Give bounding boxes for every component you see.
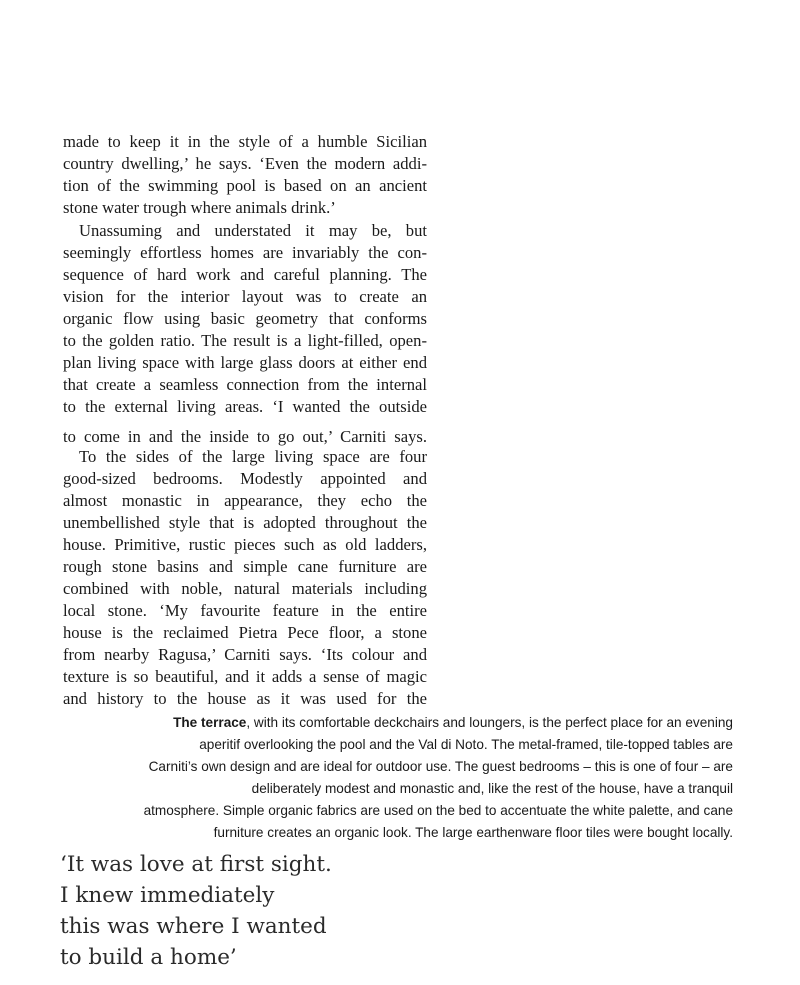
article-line: sequence of hard work and careful planning. The xyxy=(63,265,427,284)
article-line: country dwelling,’ he says. ‘Even the modern addi- xyxy=(63,154,427,173)
pull-quote-line: this was where I wanted xyxy=(60,914,327,939)
article-line: organic flow using basic geometry that conforms xyxy=(63,309,427,328)
article-line: rough stone basins and simple cane furniture are xyxy=(63,557,427,576)
pull-quote-line: I knew immediately xyxy=(60,883,275,908)
article-line: texture is so beautiful, and it adds a sense of magic xyxy=(63,667,427,686)
article-line: plan living space with large glass doors at either end xyxy=(63,353,427,372)
article-line: house. Primitive, rustic pieces such as old ladders, xyxy=(63,535,427,554)
article-line: to come in and the inside to go out,’ Carniti says. xyxy=(63,427,427,446)
caption-line: Carniti’s own design and are ideal for outdoor use. The guest bedrooms – this is one of four – are xyxy=(148,759,733,774)
article-line: that create a seamless connection from the internal xyxy=(63,375,427,394)
article-line: unembellished style that is adopted throughout the xyxy=(63,513,427,532)
pull-quote-line: ‘It was love at first sight. xyxy=(60,852,332,877)
article-line: from nearby Ragusa,’ Carniti says. ‘Its colour and xyxy=(63,645,427,664)
article-line: local stone. ‘My favourite feature in the entire xyxy=(63,601,427,620)
pull-quote-line: to build a home’ xyxy=(60,945,237,970)
article-line: seemingly effortless homes are invariably the con- xyxy=(63,243,427,262)
article-line: almost monastic in appearance, they echo the xyxy=(63,491,427,510)
caption-text: , with its comfortable deckchairs and loungers, is the perfect place for an evening xyxy=(246,715,733,730)
caption-line: atmosphere. Simple organic fabrics are used on the bed to accentuate the white palette, and cane xyxy=(143,803,733,818)
caption-line xyxy=(60,712,733,734)
article-line: tion of the swimming pool is based on an ancient xyxy=(63,176,427,195)
article-line: vision for the interior layout was to create an xyxy=(63,287,427,306)
caption-line: furniture creates an organic look. The large earthenware floor tiles were bought locally. xyxy=(213,825,733,840)
article-line: house is the reclaimed Pietra Pece floor, a stone xyxy=(63,623,427,642)
article-line: to the golden ratio. The result is a light-filled, open- xyxy=(63,331,427,350)
article-line: good-sized bedrooms. Modestly appointed and xyxy=(63,469,427,488)
article-line: to the external living areas. ‘I wanted the outside xyxy=(63,397,427,416)
article-line: made to keep it in the style of a humble Sicilian xyxy=(63,132,427,151)
pull-quote xyxy=(60,849,380,973)
article-line: stone water trough where animals drink.’ xyxy=(63,198,336,217)
article-line: To the sides of the large living space are four xyxy=(79,447,427,466)
caption-lead: The terrace xyxy=(173,715,247,730)
caption-line: aperitif overlooking the pool and the Val di Noto. The metal-framed, tile-topped tables are xyxy=(199,737,733,752)
article-line: Unassuming and understated it may be, but xyxy=(79,221,427,240)
article-line: combined with noble, natural materials including xyxy=(63,579,427,598)
caption-line: deliberately modest and monastic and, like the rest of the house, have a tranquil xyxy=(251,781,733,796)
article-line: and history to the house as it was used for the xyxy=(63,689,427,708)
